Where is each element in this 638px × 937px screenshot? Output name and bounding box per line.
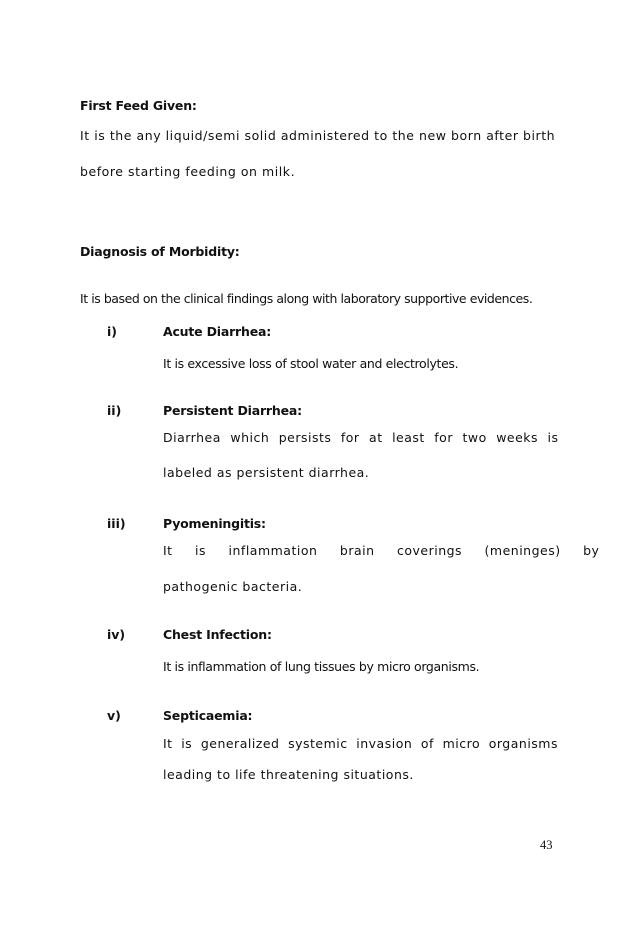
item-number-iii: iii) — [107, 516, 126, 531]
item-number-i: i) — [107, 324, 117, 339]
item-text-septicaemia-2: leading to life threatening situations. — [163, 767, 414, 782]
item-text-acute-diarrhea: It is excessive loss of stool water and electrolytes. — [163, 356, 459, 371]
item-title-acute-diarrhea: Acute Diarrhea: — [163, 324, 272, 339]
first-feed-line-2: before starting feeding on milk. — [80, 164, 296, 179]
item-number-v: v) — [107, 708, 121, 723]
item-number-ii: ii) — [107, 403, 122, 418]
item-text-pyomeningitis-2: pathogenic bacteria. — [163, 579, 303, 594]
item-title-pyomeningitis: Pyomeningitis: — [163, 516, 266, 531]
item-text-septicaemia-1: It is generalized systemic invasion of micro organisms — [163, 736, 558, 751]
heading-first-feed: First Feed Given: — [80, 98, 197, 113]
first-feed-line-1: It is the any liquid/semi solid administered to the new born after birth — [80, 128, 556, 143]
item-text-chest-infection: It is inflammation of lung tissues by micro organisms. — [163, 659, 480, 674]
item-text-persistent-diarrhea-2: labeled as persistent diarrhea. — [163, 465, 370, 480]
diagnosis-intro: It is based on the clinical findings along with laboratory supportive evidences. — [80, 291, 533, 306]
item-text-persistent-diarrhea-1: Diarrhea which persists for at least for two weeks is — [163, 430, 559, 445]
page-number: 43 — [540, 838, 553, 852]
item-title-septicaemia: Septicaemia: — [163, 708, 253, 723]
item-title-persistent-diarrhea: Persistent Diarrhea: — [163, 403, 302, 418]
item-text-pyomeningitis-1: It is inflammation brain coverings (meninges) by — [163, 543, 600, 558]
heading-diagnosis: Diagnosis of Morbidity: — [80, 244, 240, 259]
item-title-chest-infection: Chest Infection: — [163, 627, 272, 642]
item-number-iv: iv) — [107, 627, 126, 642]
